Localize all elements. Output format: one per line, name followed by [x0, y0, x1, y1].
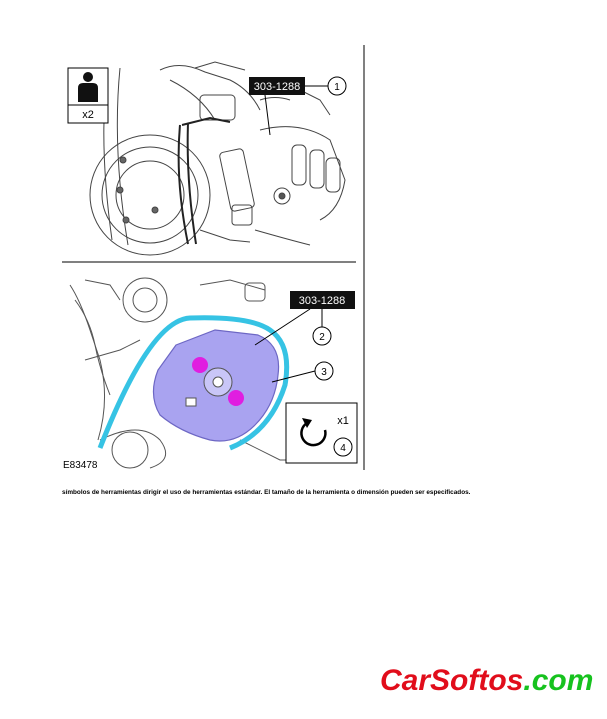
watermark-tld: .com — [523, 664, 594, 697]
callout-4: 4 — [340, 443, 346, 454]
tensioner-tool — [153, 330, 278, 441]
callout-3: 3 — [321, 367, 327, 378]
top-tool-number: 303-1288 — [253, 81, 301, 93]
top-engine-drawing — [90, 62, 345, 255]
callout-2: 2 — [319, 332, 325, 343]
watermark-brand: CarSoftos — [380, 664, 524, 697]
bottom-tool-number: 303-1288 — [298, 295, 346, 307]
watermark-logo — [380, 664, 593, 698]
caption-text: símbolos de herramientas dirigir el uso de herramientas estándar. El tamaño de la herramienta o dimensión pueden ser especificados. — [62, 489, 471, 496]
figure-id: E83478 — [63, 460, 98, 471]
rotation-inset — [286, 403, 357, 463]
quantity-label: x1 — [337, 415, 349, 427]
people-count: x2 — [82, 109, 94, 121]
callout-1: 1 — [334, 82, 340, 93]
